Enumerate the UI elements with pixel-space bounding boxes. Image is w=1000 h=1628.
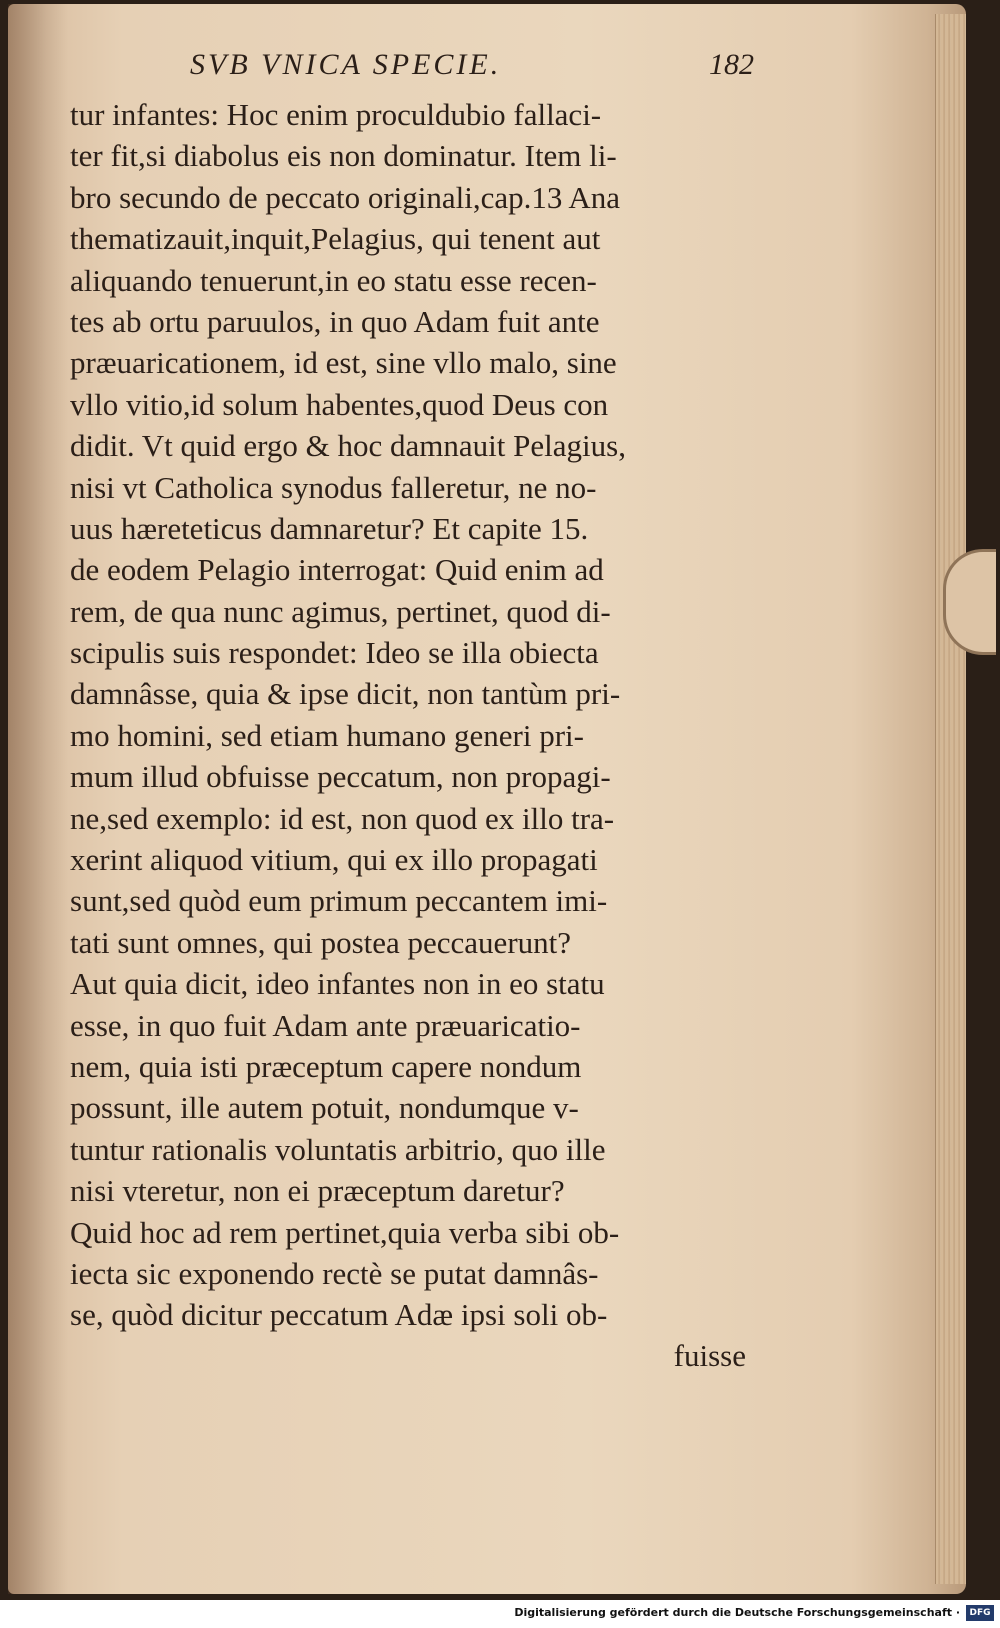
text-line: præuaricationem, id est, sine vllo malo, sine (70, 345, 617, 381)
text-line: nisi vt Catholica synodus falleretur, ne no- (70, 469, 597, 505)
body-text (70, 94, 750, 1336)
text-line: nisi vteretur, non ei præceptum daretur? (70, 1173, 565, 1209)
page-edges (935, 14, 966, 1584)
catchword: fuisse (673, 1337, 746, 1373)
text-line: de eodem Pelagio interrogat: Quid enim ad (70, 552, 604, 588)
text-line: tur infantes: Hoc enim proculdubio fallaci- (70, 97, 602, 132)
text-line: damnâsse, quia & ipse dicit, non tantùm pri- (70, 676, 621, 712)
text-line: nem, quia isti præceptum capere nondum (70, 1048, 582, 1084)
dfg-logo: DFG (966, 1605, 994, 1621)
text-line: Aut quia dicit, ideo infantes non in eo statu (70, 966, 605, 1002)
text-line: rem, de qua nunc agimus, pertinet, quod di- (70, 593, 611, 629)
text-line: mum illud obfuisse peccatum, non propagi- (70, 759, 611, 795)
text-line: ne,sed exemplo: id est, non quod ex illo tra- (70, 800, 615, 836)
text-line: possunt, ille autem potuit, nondumque v- (70, 1090, 579, 1126)
running-title: SVB VNICA SPECIE. (190, 48, 502, 81)
text-line: Quid hoc ad rem pertinet,quia verba sibi ob- (70, 1214, 620, 1250)
text-line: tati sunt omnes, qui postea peccauerunt? (70, 924, 572, 960)
text-line: mo homini, sed etiam humano generi pri- (70, 717, 584, 753)
text-line: vllo vitio,id solum habentes,quod Deus con (70, 386, 609, 422)
text-line: bro secundo de peccato originali,cap.13 Ana (70, 179, 621, 215)
text-line: sunt,sed quòd eum primum peccantem imi- (70, 883, 608, 919)
spine-shadow (8, 4, 68, 1594)
footer-bar (0, 1600, 1000, 1628)
text-block (70, 48, 754, 1376)
text-line: iecta sic exponendo rectè se putat damnâs- (70, 1255, 599, 1291)
text-line: scipulis suis respondet: Ideo se illa obiecta (70, 635, 599, 671)
text-line: tes ab ortu paruulos, in quo Adam fuit ante (70, 303, 600, 339)
page-tab (943, 549, 996, 655)
text-line: xerint aliquod vitium, qui ex illo propagati (70, 842, 598, 878)
text-line: ter fit,si diabolus eis non dominatur. Item li- (70, 138, 617, 174)
text-line: thematizauit,inquit,Pelagius, qui tenent aut (70, 221, 601, 257)
text-line: uus hæreteticus damnaretur? Et capite 15. (70, 510, 589, 546)
book-page (8, 4, 966, 1594)
text-line: aliquando tenuerunt,in eo statu esse recen- (70, 262, 597, 298)
digitization-credit: Digitalisierung gefördert durch die Deutsche Forschungsgemeinschaft · (514, 1606, 960, 1619)
text-line: se, quòd dicitur peccatum Adæ ipsi soli ob- (70, 1297, 608, 1333)
text-line: tuntur rationalis voluntatis arbitrio, quo ille (70, 1131, 606, 1167)
running-head (70, 48, 754, 94)
folio-number: 182 (709, 48, 754, 81)
text-line: didit. Vt quid ergo & hoc damnauit Pelagius, (70, 428, 626, 464)
text-line: esse, in quo fuit Adam ante præuaricatio- (70, 1007, 581, 1043)
